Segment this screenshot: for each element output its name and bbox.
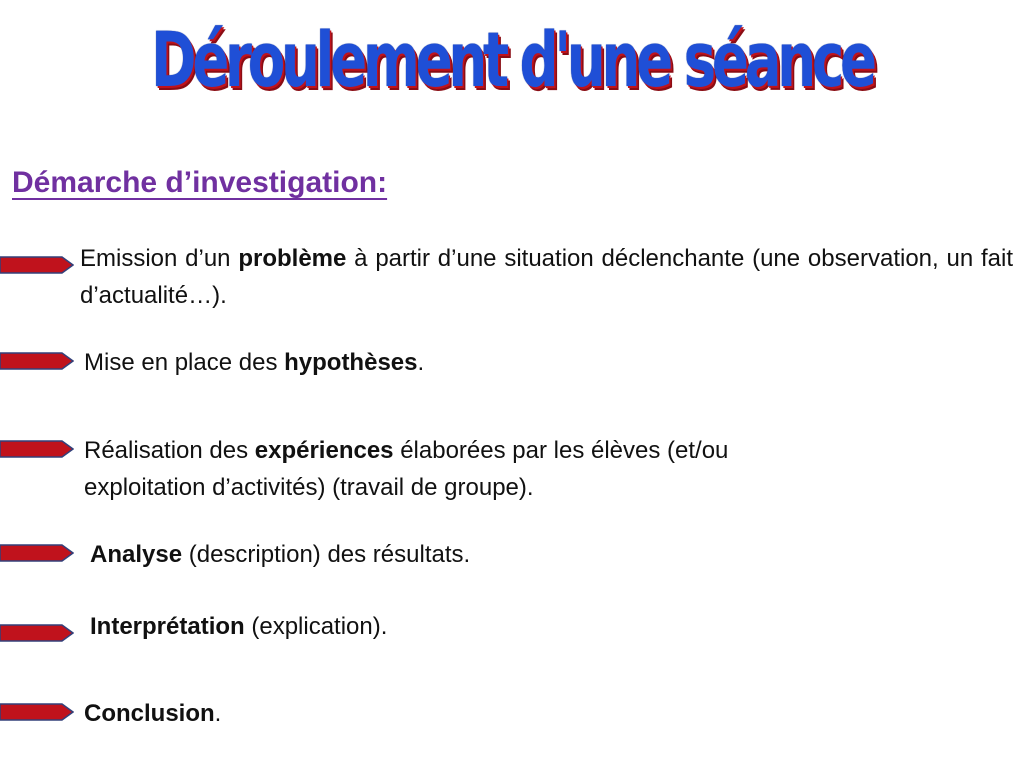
arrow-bullet-icon	[0, 352, 74, 370]
list-item: Analyse (description) des résultats.	[90, 541, 471, 568]
arrow-bullet-icon	[0, 624, 74, 642]
list-item: Interprétation (explication).	[90, 613, 388, 640]
section-heading: Démarche d’investigation:	[12, 166, 388, 199]
slide-title: Déroulement d'une séance	[151, 15, 873, 104]
list-item: Conclusion.	[84, 700, 222, 727]
arrow-bullet-icon	[0, 440, 74, 458]
list-item: Réalisation des expériences élaborées par les élèves (et/ou exploitation d’activités) (travail de groupe).	[84, 437, 729, 501]
list-item: Emission d’un problème à partir d’une situation déclenchante (une observation, un fait d’actualité…).	[80, 245, 1013, 309]
arrow-bullet-icon	[0, 544, 74, 562]
list-item: Mise en place des hypothèses.	[84, 349, 425, 376]
arrow-bullet-icon	[0, 256, 74, 274]
arrow-bullet-icon	[0, 703, 74, 721]
